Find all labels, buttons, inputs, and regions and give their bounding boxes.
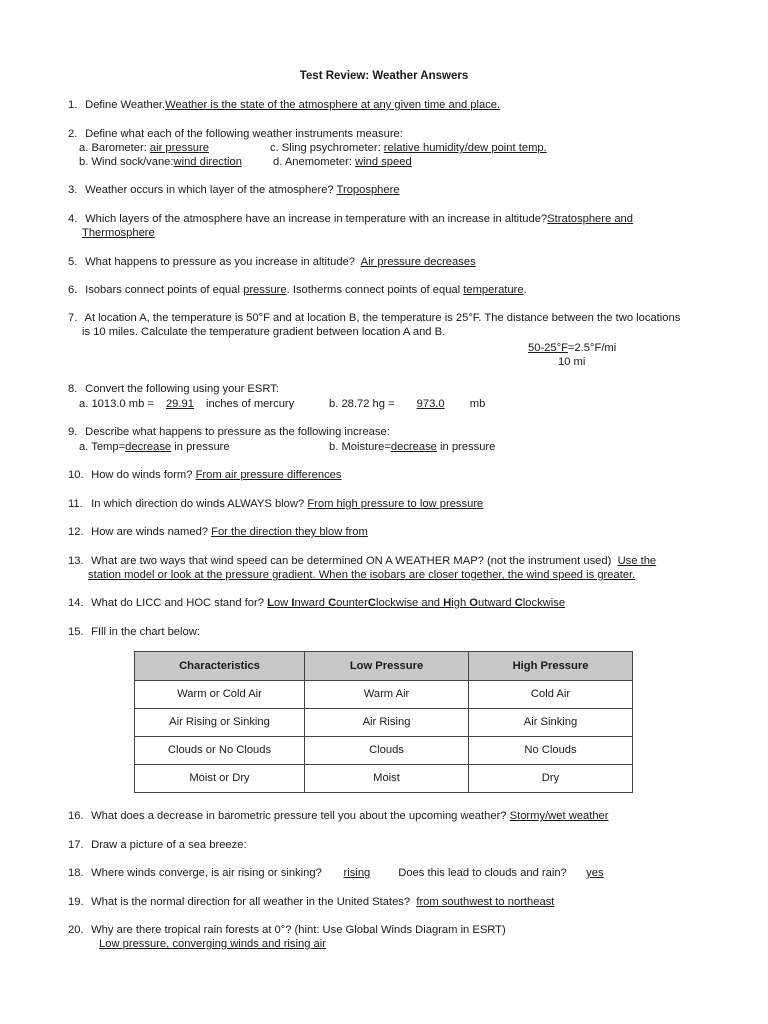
answer-fragment: igh (451, 597, 470, 609)
question-text: Where winds converge, is air rising or sinking? (91, 867, 322, 879)
question-number: 2. (68, 128, 78, 140)
table-cell: Clouds (305, 737, 469, 765)
acronym-letter: C (328, 597, 337, 609)
question-20-answer (99, 937, 326, 952)
question-9b (329, 440, 495, 455)
table-row (135, 681, 633, 709)
question-number: 1. (68, 99, 78, 111)
answer: Stormy/wet weather (509, 810, 609, 822)
item-label: a. Temp= (79, 441, 126, 453)
question-text: Weather occurs in which layer of the atmosphere? (85, 184, 334, 196)
question-text: In which direction do winds ALWAYS blow? (91, 498, 305, 510)
question-number: 13. (68, 555, 84, 567)
answer: Weather is the state of the atmosphere at any given time and place. (165, 99, 501, 111)
column-header: High Pressure (469, 652, 633, 681)
unit: mb (469, 398, 486, 410)
answer: decrease (390, 441, 437, 453)
table-row (135, 765, 633, 793)
question-12 (68, 525, 708, 540)
answer: wind direction (173, 156, 242, 168)
question-20 (68, 923, 708, 938)
question-10 (68, 468, 708, 483)
answer: 29.91 (165, 398, 194, 410)
question-3 (68, 183, 708, 198)
table-cell: Moist or Dry (135, 765, 305, 793)
answer-fragment: utward (478, 597, 515, 609)
question-number: 4. (68, 213, 78, 225)
question-text: How are winds named? (91, 526, 209, 538)
table-cell: Warm or Cold Air (135, 681, 305, 709)
answer-fragment: nward (294, 597, 329, 609)
question-text: . (523, 284, 527, 296)
question-number: 10. (68, 469, 84, 481)
question-13-continued (88, 568, 635, 583)
question-6 (68, 283, 708, 298)
answer: Air pressure decreases (360, 256, 476, 268)
question-number: 7. (68, 312, 78, 324)
answer: From high pressure to low pressure (307, 498, 484, 510)
answer: pressure (243, 284, 287, 296)
answer-fragment: lockwise (522, 597, 566, 609)
answer: from southwest to northeast (416, 896, 555, 908)
acronym-letter: C (514, 597, 523, 609)
question-2b (79, 155, 242, 170)
question-text: Does this lead to clouds and rain? (398, 867, 567, 879)
answer: rising (343, 867, 371, 879)
question-text: is 10 miles. Calculate the temperature gradient between location A and B. (82, 326, 446, 338)
question-number: 16. (68, 810, 84, 822)
answer-fragment: lockwise and (375, 597, 444, 609)
question-number: 17. (68, 839, 84, 851)
question-18 (68, 866, 708, 881)
calc-denominator: 10 mi (558, 356, 586, 368)
question-text: How do winds form? (91, 469, 193, 481)
question-number: 8. (68, 383, 78, 395)
column-header: Characteristics (135, 652, 305, 681)
question-number: 15. (68, 626, 84, 638)
column-header: Low Pressure (305, 652, 469, 681)
question-14 (68, 596, 708, 611)
answer: For the direction they blow from (211, 526, 368, 538)
acronym-letter: O (469, 597, 478, 609)
question-number: 12. (68, 526, 84, 538)
question-4-continued (82, 226, 155, 241)
question-number: 3. (68, 184, 78, 196)
item-label: b. Moisture= (329, 441, 391, 453)
question-text: What do LICC and HOC stand for? (91, 597, 264, 609)
question-number: 6. (68, 284, 78, 296)
table-cell: Moist (305, 765, 469, 793)
calc-result: =2.5°F/mi (567, 342, 617, 354)
question-2 (68, 127, 708, 142)
pressure-chart-table (134, 651, 633, 793)
question-text: Define what each of the following weather instruments measure: (85, 128, 403, 140)
answer: temperature (463, 284, 524, 296)
unit: inches of mercury (205, 398, 295, 410)
answer: Thermosphere (82, 227, 155, 239)
question-16 (68, 809, 708, 824)
question-5 (68, 255, 708, 270)
item-label: a. Barometer: (79, 142, 147, 154)
table-cell: No Clouds (469, 737, 633, 765)
gradient-calculation (528, 341, 616, 356)
question-2d (273, 155, 412, 170)
question-8b (329, 397, 485, 412)
answer: wind speed (355, 156, 412, 168)
question-text: What happens to pressure as you increase in altitude? (85, 256, 356, 268)
question-text: Why are there tropical rain forests at 0°? (hint: Use Global Winds Diagram in ESRT) (91, 924, 506, 936)
question-9 (68, 425, 708, 440)
question-2c (270, 141, 547, 156)
table-cell: Warm Air (305, 681, 469, 709)
question-7-line2 (82, 325, 445, 340)
answer-fragment: ow (273, 597, 292, 609)
question-number: 5. (68, 256, 78, 268)
table-row (135, 737, 633, 765)
unit: in pressure (440, 441, 496, 453)
item-label: b. 28.72 hg = (329, 398, 395, 410)
question-15 (68, 625, 708, 640)
answer: Stratosphere and (547, 213, 634, 225)
acronym-letter: C (367, 597, 376, 609)
answer: Use the (617, 555, 657, 567)
question-8 (68, 382, 708, 397)
question-text: FIll in the chart below: (91, 626, 200, 638)
answer: decrease (125, 441, 172, 453)
table-cell: Clouds or No Clouds (135, 737, 305, 765)
question-19 (68, 895, 708, 910)
question-1 (68, 98, 708, 113)
question-text: What are two ways that wind speed can be determined ON A WEATHER MAP? (not the instrument used) (91, 555, 612, 567)
table-row (135, 709, 633, 737)
question-number: 9. (68, 426, 78, 438)
question-7 (68, 311, 708, 326)
table-cell: Air Rising or Sinking (135, 709, 305, 737)
table-cell: Air Sinking (469, 709, 633, 737)
question-text: What does a decrease in barometric pressure tell you about the upcoming weather? (91, 810, 507, 822)
page-title: Test Review: Weather Answers (299, 70, 469, 82)
acronym-letter: I (291, 597, 295, 609)
acronym-letter: H (443, 597, 452, 609)
question-8a (79, 397, 294, 412)
answer: air pressure (149, 142, 209, 154)
question-number: 11. (68, 498, 83, 510)
item-label: b. Wind sock/vane: (79, 156, 174, 168)
answer-fragment: ounter (336, 597, 368, 609)
answer: relative humidity/dew point temp. (383, 142, 547, 154)
question-number: 18. (68, 867, 84, 879)
table-cell: Dry (469, 765, 633, 793)
question-text: Describe what happens to pressure as the following increase: (85, 426, 390, 438)
table-header-row (135, 652, 633, 681)
answer: 973.0 (416, 398, 445, 410)
question-text: Draw a picture of a sea breeze: (91, 839, 247, 851)
acronym-letter: L (267, 597, 274, 609)
unit: in pressure (174, 441, 230, 453)
question-9a (79, 440, 230, 455)
question-number: 14. (68, 597, 84, 609)
answer (267, 597, 565, 609)
question-text: At location A, the temperature is 50°F and at location B, the temperature is 25°F. The distance between the two locations (84, 312, 681, 324)
item-label: a. 1013.0 mb = (79, 398, 154, 410)
question-text: What is the normal direction for all weather in the United States? (91, 896, 411, 908)
table-cell: Air Rising (305, 709, 469, 737)
question-text: Convert the following using your ESRT: (85, 383, 279, 395)
calc-numerator: 50-25°F (528, 342, 568, 354)
question-text: Isobars connect points of equal (85, 284, 240, 296)
question-text: Which layers of the atmosphere have an increase in temperature with an increase in altitude? (85, 213, 548, 225)
table-cell: Cold Air (469, 681, 633, 709)
item-label: d. Anemometer: (273, 156, 352, 168)
answer: yes (586, 867, 604, 879)
answer: Troposphere (336, 184, 400, 196)
question-13 (68, 554, 708, 569)
question-text: . Isotherms connect points of equal (286, 284, 461, 296)
question-11 (68, 497, 708, 512)
question-text: Define Weather. (85, 99, 166, 111)
question-4 (68, 212, 708, 227)
question-17 (68, 838, 708, 853)
answer: From air pressure differences (195, 469, 342, 481)
question-2a (79, 141, 209, 156)
answer: Low pressure, converging winds and rising air (99, 938, 326, 950)
answer: station model or look at the pressure gradient. When the isobars are closer together, the wind speed is greater. (88, 569, 636, 581)
question-number: 20. (68, 924, 84, 936)
item-label: c. Sling psychrometer: (270, 142, 381, 154)
question-number: 19. (68, 896, 84, 908)
